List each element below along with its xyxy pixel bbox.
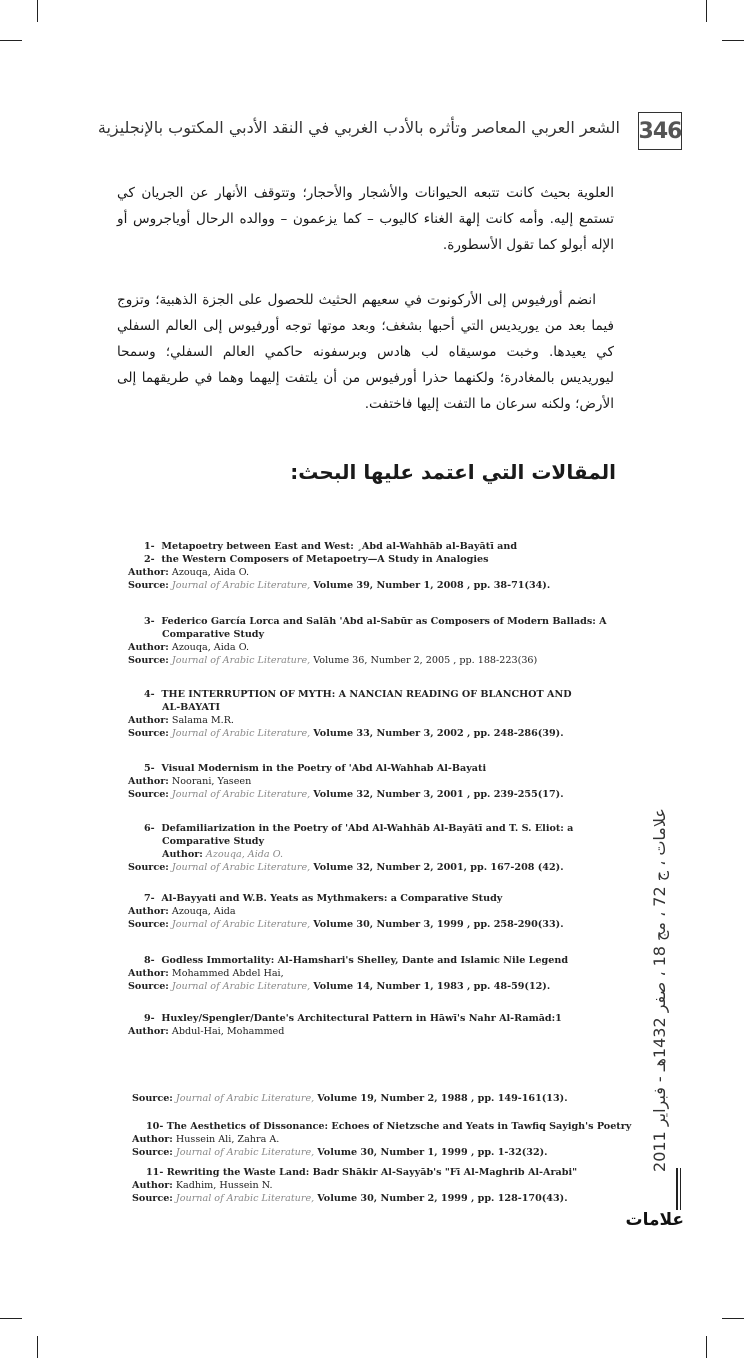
ref-author: Author: Hussein Ali, Zahra A.	[132, 1134, 280, 1145]
reference-item	[128, 762, 618, 801]
page-number: 346	[638, 112, 682, 150]
crop-mark	[0, 40, 22, 41]
crop-mark	[722, 40, 744, 41]
body-paragraph-1: العلوية بحيث كانت تتبعه الحيوانات والأشجار والأحجار؛ وتتوقف الأنهار عن الجريان كي تستمع إليه. وأمه كانت إلهة الغناء كاليوب – كما يزعمون – ووالده الرحال أوياجروس أو الإله أبولو كما تقول الأسطورة.	[117, 185, 614, 253]
reference-item	[128, 892, 618, 931]
ref-author: Author: Mohammed Abdel Hai,	[128, 968, 284, 979]
ref-source: Source: Journal of Arabic Literature, Volume 30, Number 1, 1999 , pp. 1-32(32).	[132, 1147, 548, 1158]
reference-item	[132, 1092, 622, 1105]
ref-title-line: 11- Rewriting the Waste Land: Badr Shākir Al-Sayyāb's "Fī Al-Maghrib Al-Arabi"	[146, 1167, 578, 1178]
ref-title-line: 9- Huxley/Spengler/Dante's Architectural Pattern in Hāwī's Nahr Al-Ramād:1	[144, 1013, 562, 1024]
ref-title-line: 3- Federico García Lorca and Salāh 'Abd al-Sabūr as Composers of Modern Ballads: A	[144, 616, 607, 627]
sidebar-rule	[680, 1168, 681, 1210]
reference-item	[128, 954, 618, 993]
ref-title-line: 7- Al-Bayyati and W.B. Yeats as Mythmakers: a Comparative Study	[144, 893, 503, 904]
issue-info-vertical	[646, 790, 676, 1190]
ref-source: Source: Journal of Arabic Literature, Volume 30, Number 2, 1999 , pp. 128-170(43).	[132, 1193, 568, 1204]
ref-author: Author: Azouqa, Aida	[128, 906, 236, 917]
ref-author: Author: Salama M.R.	[128, 715, 234, 726]
reference-item	[128, 615, 618, 667]
ref-title-line: 10- The Aesthetics of Dissonance: Echoes of Nietzsche and Yeats in Tawfiq Sayigh's Poetry	[146, 1121, 632, 1132]
section-heading: المقالات التي اعتمد عليها البحث:	[290, 460, 616, 484]
ref-title-line: 2- the Western Composers of Metapoetry—A Study in Analogies	[144, 554, 489, 565]
ref-title-line: 5- Visual Modernism in the Poetry of 'Abd Al-Wahhab Al-Bayati	[144, 763, 487, 774]
ref-title-line: Comparative Study	[162, 629, 265, 640]
crop-mark	[0, 1318, 22, 1319]
crop-mark	[37, 1336, 38, 1358]
crop-mark	[706, 0, 707, 22]
ref-author: Author: Abdul-Hai, Mohammed	[128, 1026, 285, 1037]
reference-item	[132, 1120, 632, 1159]
ref-title-line: AL-BAYATI	[162, 702, 221, 713]
sidebar-rule	[676, 1168, 678, 1210]
ref-author: Author: Noorani, Yaseen	[128, 776, 252, 787]
reference-item	[128, 688, 618, 740]
ref-source: Source: Journal of Arabic Literature, Volume 19, Number 2, 1988 , pp. 149-161(13).	[132, 1093, 568, 1104]
ref-author: Author: Azouqa, Aida O.	[128, 567, 250, 578]
ref-source: Source: Journal of Arabic Literature, Volume 33, Number 3, 2002 , pp. 248-286(39).	[128, 728, 564, 739]
ref-source: Source: Journal of Arabic Literature, Volume 32, Number 3, 2001 , pp. 239-255(17).	[128, 789, 564, 800]
reference-item	[128, 1012, 618, 1038]
ref-source: Source: Journal of Arabic Literature, Volume 39, Number 1, 2008 , pp. 38-71(34).	[128, 580, 551, 591]
ref-title-line: Comparative Study	[162, 836, 265, 847]
ref-author: Author: Kadhim, Hussein N.	[132, 1180, 273, 1191]
body-paragraph-2	[117, 287, 614, 417]
ref-source: Source: Journal of Arabic Literature, Volume 36, Number 2, 2005 , pp. 188-223(36)	[128, 655, 538, 666]
crop-mark	[37, 0, 38, 22]
ref-title-line: 6- Defamiliarization in the Poetry of 'Abd Al-Wahhāb Al-Bayātī and T. S. Eliot: a	[144, 823, 574, 834]
ref-author: Author: Azouqa, Aida O.	[128, 642, 250, 653]
ref-source: Source: Journal of Arabic Literature, Volume 14, Number 1, 1983 , pp. 48-59(12).	[128, 981, 551, 992]
page-header	[97, 112, 682, 152]
body-paragraph-2-text: انضم أورفيوس إلى الأركونوت في سعيهم الحثيث للحصول على الجزة الذهبية؛ وتزوج فيما بعد من يوريديس التي أحبها بشغف؛ وبعد موتها توجه أورفيوس إلى العالم السفلي كي يعيدها. وخبت موسيقاه لب هادس وبرسفونه حاكمي العالم السفلي؛ وسمحا ليوريديس بالمغادرة؛ ولكنهما حذرا أورفيوس من أن يلتفت إليهما وهما في طريقهما إلى الأرض؛ ولكنه سرعان ما التفت إليها فاختفت.	[117, 292, 614, 412]
running-title: الشعر العربي المعاصر وتأثره بالأدب الغربي في النقد الأدبي المكتوب بالإنجليزية	[97, 118, 620, 137]
ref-source: Source: Journal of Arabic Literature, Volume 30, Number 3, 1999 , pp. 258-290(33).	[128, 919, 564, 930]
reference-item	[128, 540, 618, 592]
ref-title-line: 4- THE INTERRUPTION OF MYTH: A NANCIAN READING OF BLANCHOT AND	[144, 689, 572, 700]
ref-source: Source: Journal of Arabic Literature, Volume 32, Number 2, 2001, pp. 167-208 (42).	[128, 862, 564, 873]
crop-mark	[706, 1336, 707, 1358]
crop-mark	[722, 1318, 744, 1319]
ref-title-line: 1- Metapoetry between East and West: ¸Abd al-Wahhāb al-Bayātī and	[144, 541, 518, 552]
ref-author: Author: Azouqa, Aida O.	[162, 849, 284, 860]
reference-item	[132, 1166, 622, 1205]
journal-logo: علامات	[625, 1210, 684, 1230]
issue-info-text: علامات ، ج 72 ، مج 18 ، صفر 1432هـ - فبراير 2011	[650, 808, 669, 1172]
ref-title-line: 8- Godless Immortality: Al-Hamshari's Shelley, Dante and Islamic Nile Legend	[144, 955, 569, 966]
reference-item	[128, 822, 618, 874]
